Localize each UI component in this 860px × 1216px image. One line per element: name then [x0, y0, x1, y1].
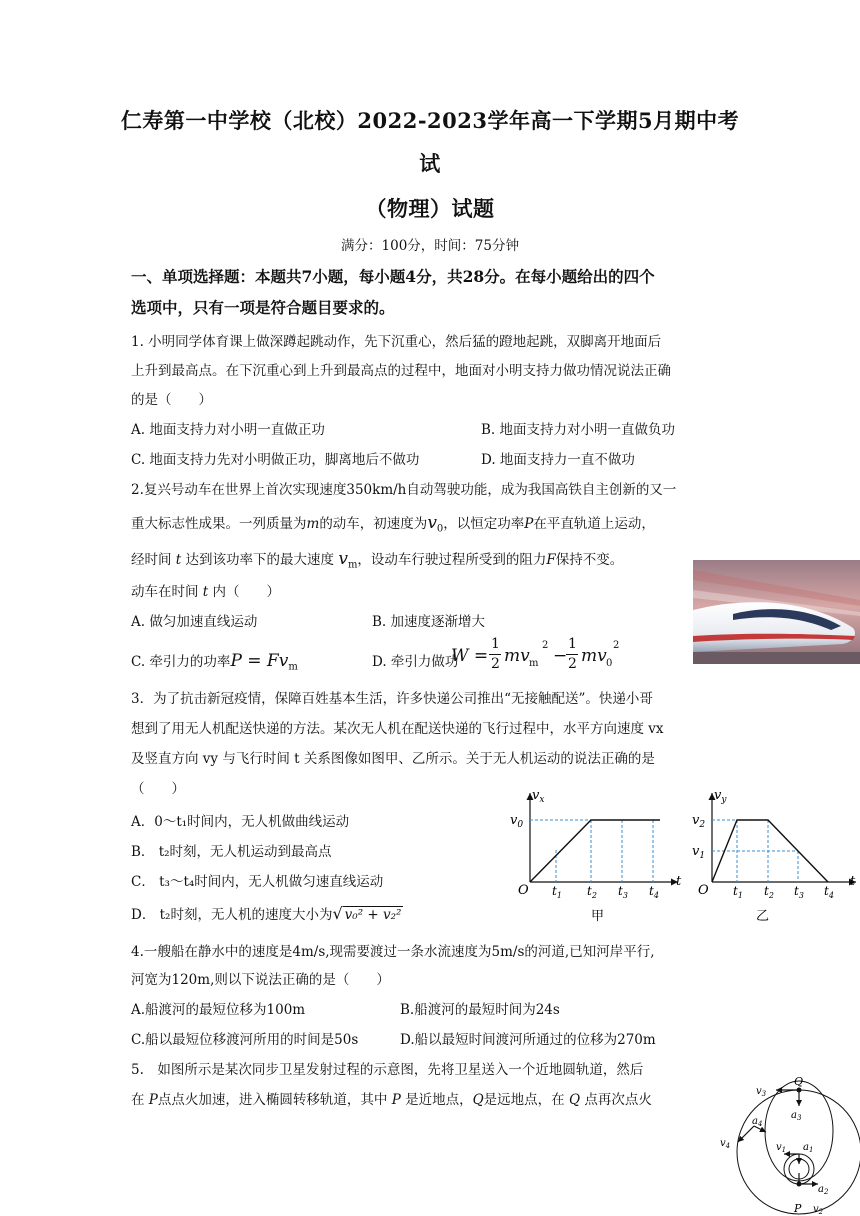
q4-option-d: D.船以最短时间渡河所通过的位移为270m: [400, 1032, 656, 1048]
q2-text: 达到该功率下的最大速度: [185, 552, 335, 568]
var-v0: v: [427, 513, 437, 533]
tick-v1: $v_1$: [692, 844, 706, 861]
q2-text: 重大标志性成果。一列质量为: [131, 516, 307, 532]
q3-option-b: B． t₂时刻，无人机运动到最高点: [131, 844, 332, 860]
tick-t2: $t_2$: [764, 884, 774, 900]
q3-option-d: [131, 903, 403, 923]
frac-num: 1: [568, 636, 577, 652]
q2-text: 保持不变。: [555, 552, 624, 568]
q1-option-a: A. 地面支持力对小明一直做正功: [131, 422, 325, 438]
tick-v2: $v_2$: [692, 813, 706, 830]
t-axis-label: t: [850, 874, 856, 889]
q2-optd-text: D. 牵引力做功: [372, 654, 459, 670]
tick-t3: $t_3$: [618, 884, 628, 900]
q1-option-d: D. 地面支持力一直不做功: [481, 452, 635, 468]
sqrt-sign: √: [332, 904, 343, 923]
q5-line2: [131, 1088, 652, 1108]
q1-option-b: B. 地面支持力对小明一直做负功: [481, 422, 676, 438]
tick-t1: $t_1$: [552, 884, 562, 900]
subject-title: （物理）试题: [365, 196, 495, 221]
q5-text: 是近地点，: [405, 1092, 473, 1108]
q2-text: ，以恒定功率: [443, 516, 525, 532]
frac-bar: [489, 654, 501, 655]
label-p: P: [794, 1202, 802, 1215]
vx-curve: [530, 820, 660, 882]
q2-line1: 2.复兴号动车在世界上首次实现速度350km/h自动驾驶功能，成为我国高铁自主创新的又一: [131, 482, 677, 498]
q2-optc-text: C. 牵引力的功率: [131, 654, 231, 670]
frac-num: 1: [491, 636, 500, 652]
var-vm: v: [338, 549, 348, 569]
q3-option-c: C． t₃～t₄时间内，无人机做匀速直线运动: [131, 874, 384, 890]
q3-optd-text: D． t₂时刻，无人机的速度大小为: [131, 907, 333, 923]
q3-option-a: A．0～t₁时间内，无人机做曲线运动: [131, 814, 350, 830]
var-Q: Q: [568, 1092, 581, 1108]
var-t: t: [202, 584, 209, 600]
q5-text: 是远地点，在: [483, 1092, 565, 1108]
minus: −: [553, 646, 568, 666]
tick-t4: $t_4$: [824, 884, 834, 900]
q2-text: ，设动车行驶过程所受到的阻力: [357, 552, 547, 568]
var-v0-sub: 0: [436, 523, 444, 535]
frac-bar: [566, 654, 578, 655]
q3-line1: 3．为了抗击新冠疫情，保障百姓基本生活，许多快递公司推出“无接触配送”。快递小哥: [131, 691, 653, 707]
var-P: P: [524, 516, 534, 532]
q4-option-b: B.船渡河的最短时间为24s: [400, 1002, 560, 1018]
q2-option-b: B. 加速度逐渐增大: [372, 614, 486, 630]
q1-option-c: C. 地面支持力先对小明做正功，脚离地后不做功: [131, 452, 420, 468]
sq-sup: 2: [613, 640, 620, 651]
sync-orbit: [737, 1090, 860, 1214]
graph-jia: [508, 785, 688, 925]
label-v3: $v_3$: [756, 1086, 767, 1098]
section-heading-continued: 选项中，只有一项是符合题目要求的。: [131, 298, 395, 317]
m-sub: m: [529, 658, 539, 669]
q2-option-c: [131, 650, 298, 673]
q1-line1: 1. 小明同学体育课上做深蹲起跳动作，先下沉重心，然后猛的蹬地起跳，双脚离开地面后: [131, 334, 662, 350]
var-Q: Q: [472, 1092, 484, 1108]
q5-line1: 5. 如图所示是某次同步卫星发射过程的示意图，先将卫星送入一个近地圆轨道，然后: [131, 1062, 644, 1078]
q2-line3: [131, 548, 623, 571]
var-vm-sub: m: [347, 559, 358, 571]
exam-info: 满分：100分，时间：75分钟: [341, 238, 519, 254]
graph-caption: 甲: [591, 909, 605, 924]
q2-line4: [131, 580, 280, 600]
q5-text: 在: [131, 1092, 145, 1108]
q4-option-c: C.船以最短位移渡河所用的时间是50s: [131, 1032, 359, 1048]
page-title: 仁寿第一中学校（北校）2022-2023学年高一下学期5月期中考: [120, 108, 740, 133]
q3-line4: （ ）: [131, 781, 185, 797]
section-heading: 一、单项选择题：本题共7小题，每小题4分，共28分。在每小题给出的四个: [131, 267, 655, 286]
y-axis-label: $v_y$: [714, 788, 727, 805]
mv-term: mv: [581, 646, 607, 666]
q3-line3: 及竖直方向 vy 与飞行时间 t 关系图像如图甲、乙所示。关于无人机运动的说法正确的是: [131, 751, 655, 767]
label-q: Q: [794, 1075, 804, 1088]
tick-t2: $t_2$: [587, 884, 597, 900]
var-m: m: [306, 516, 320, 532]
q2-text: 在平直轨道上运动，: [533, 516, 655, 532]
label-v1: $v_1$: [776, 1142, 787, 1154]
q2-optc-sub: m: [288, 661, 298, 673]
label-a2: $a_2$: [818, 1184, 829, 1196]
var-P: P: [391, 1092, 401, 1108]
q2-option-a: A. 做匀加速直线运动: [131, 614, 258, 630]
graph-yi: [690, 785, 860, 925]
graph-caption: 乙: [756, 909, 770, 924]
q1-line2: 上升到最高点。在下沉重心到上升到最高点的过程中，地面对小明支持力做功情况说法正确: [131, 363, 671, 379]
var-P: P: [148, 1092, 158, 1108]
tick-t3: $t_3$: [794, 884, 804, 900]
label-v4: $v_4$: [720, 1138, 731, 1150]
tick-v0: $v_0$: [510, 813, 524, 830]
q5-text: 点点火加速，进入椭圆转移轨道，其中: [157, 1092, 388, 1108]
t-axis-label: t: [676, 874, 682, 889]
q2-text: 的动车，初速度为: [319, 516, 428, 532]
label-v2: $v_2$: [813, 1204, 824, 1216]
label-a4: $a_4$: [752, 1116, 763, 1128]
q2-line2: [131, 512, 655, 535]
q3-optd-expr: v₀² + v₂²: [344, 907, 402, 923]
y-axis-label: $v_x$: [532, 788, 545, 805]
tick-t4: $t_4$: [649, 884, 659, 900]
q2-text: 内（ ）: [212, 584, 281, 600]
q3-line2: 想到了用无人机配送快递的方法。某次无人机在配送快递的飞行过程中，水平方向速度 vx: [131, 721, 664, 737]
mv-term: mv: [504, 646, 530, 666]
q4-line2: 河宽为120m,则以下说法正确的是（ ）: [131, 972, 390, 988]
q2-optc-formula: P = Fv: [230, 651, 289, 671]
q2-optd-W: W =: [451, 646, 489, 666]
label-a1: $a_1$: [803, 1142, 814, 1154]
q4-option-a: A.船渡河的最短位移为100m: [131, 1002, 306, 1018]
var-F: F: [546, 552, 556, 568]
frac-den: 2: [568, 656, 577, 672]
q2-text: 经时间: [131, 552, 172, 568]
var-t: t: [175, 552, 182, 568]
q1-line3: 的是（ ）: [131, 392, 212, 408]
origin-label: O: [698, 883, 709, 898]
q2-text: 动车在时间: [131, 584, 199, 600]
orbit-diagram: [718, 1074, 860, 1216]
label-a3: $a_3$: [791, 1110, 802, 1122]
q4-line1: 4.一艘船在静水中的速度是4m/s,现需要渡过一条水流速度为5m/s的河道,已知河岸平行,: [131, 944, 655, 960]
tick-t1: $t_1$: [733, 884, 743, 900]
origin-label: O: [518, 883, 529, 898]
q5-text: 点再次点火: [584, 1092, 652, 1108]
frac-den: 2: [491, 656, 500, 672]
zero-sub: 0: [606, 658, 613, 669]
sq-sup: 2: [542, 640, 549, 651]
page-title-continued: 试: [419, 151, 441, 176]
v4-arrow: [738, 1126, 754, 1142]
bullet-train-image: [693, 560, 860, 664]
